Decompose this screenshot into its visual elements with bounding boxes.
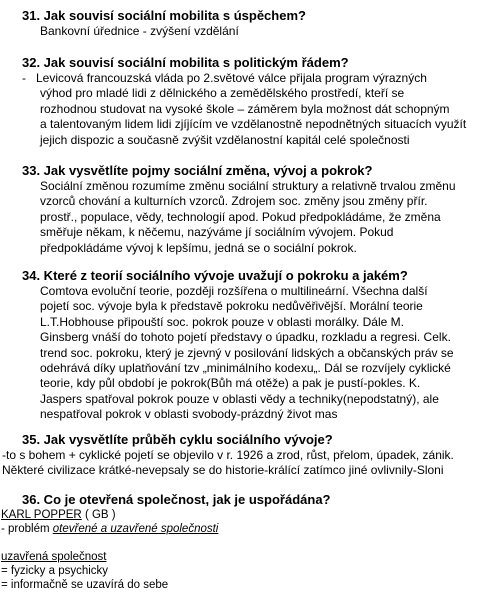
question-31 (0, 8, 496, 39)
question-heading: 33. Jak vysvětlíte pojmy sociální změna, vývoj a pokrok? (22, 163, 373, 178)
answer-line: předpokládáme vývoj k lepšímu, jedná se o sociální pokrok. (40, 240, 357, 255)
author-suffix: ( GB ) (81, 509, 116, 521)
question-heading: 32. Jak souvisí sociální mobilita s politickým řádem? (22, 55, 349, 70)
answer-line: Comtova evoluční teorie, později rozšířena o multilineární. Všechna další (40, 284, 428, 298)
question-34 (0, 268, 496, 423)
answer-text (0, 448, 496, 479)
answer-line: Sociální změnou rozumíme změnu sociální struktury a relativně trvalou změnu (40, 179, 456, 193)
answer-line: výhod pro mladé lidi z dělnického a zemědělského prostředí, kteří se (40, 86, 405, 101)
answer-text (0, 71, 496, 148)
answer-text (0, 24, 496, 39)
spacer (1, 536, 496, 550)
question-heading: 36. Co je otevřená společnost, jak je uspořádána? (22, 492, 331, 507)
answer-line: L.T.Hobhouse připouští soc. pokrok pouze v oblasti morálky. Dále M. (40, 314, 404, 329)
closed-society-item: = fyzicky a psychicky (1, 565, 109, 577)
answer-line: rozhodnou studovat na vysoké škole – záměrem byla možnost dát schopným (40, 101, 450, 116)
author-line (1, 508, 496, 522)
answer-line: odehrává díky uplatňování tzv „minimálního kodexu„. Dál se rozvíjely cyklické (40, 361, 451, 376)
answer-line: Jaspers spatřoval pokrok pouze v oblasti vědy a techniky(nepodstatný), ale (40, 391, 439, 406)
answer-line: Ginsberg vnáší do tohoto pojetí představy o úpadku, rozkladu a regresi. Celk. (40, 330, 451, 345)
answer-line: Bankovní úřednice - zvýšení vzdělání (40, 24, 239, 38)
answer-line: - Levicová francouzská vláda po 2.světové válce přijala program výrazných (22, 71, 427, 85)
problem-topic: otevřené a uzavřené společnosti (52, 523, 219, 535)
question-36 (0, 492, 496, 592)
question-heading: 34. Které z teorií sociálního vývoje uvažují o pokroku a jakém? (22, 268, 408, 283)
closed-society-title: uzavřená společnost (1, 551, 107, 563)
answer-line: Některé civilizace krátké-nevepsaly se do historie-králící zatímco jiné ovlivnily-Sloni (2, 463, 444, 478)
question-heading: 35. Jak vysvětlíte průběh cyklu sociálního vývoje? (22, 432, 333, 447)
answer-line: prostř., populace, vědy, technologií apod. Pokud předpokládáme, že změna (40, 209, 441, 224)
problem-line: - problém otevřené a uzavřené společnosti (1, 523, 219, 535)
question-32 (0, 55, 496, 148)
answer-text (0, 284, 496, 423)
answer-line: vzorců chování a kulturních vzorců. Zdrojem soc. změny jsou změny přír. (40, 194, 428, 209)
answer-line: nespatřoval pokrok v oblasti svobody-prázdný život mas (40, 407, 338, 422)
answer-line: a talentovaným lidem lidi zjíjícím ve vzdělanostně nepodnětných situacích využít (40, 117, 467, 132)
answer-line: směřuje někam, k něčemu, nazýváme jí sociálním vývojem. Pokud (40, 225, 394, 240)
answer-line: teorie, kdy půl období je pokrok(Bůh má otěže) a pak je pustí-pokles. K. (40, 376, 421, 391)
answer-line: -to s bohem + cyklické pojetí se objevilo v r. 1926 a zrod, růst, přelom, úpadek, zánik. (2, 448, 454, 462)
answer-text (0, 179, 496, 256)
closed-society-item: = informačně se uzavírá do sebe (1, 579, 169, 591)
answer-line: trend soc. pokroku, který je zjevný v posilování lidských a občanských práv se (40, 345, 454, 360)
question-35 (0, 432, 496, 479)
answer-text (0, 508, 496, 592)
author-name: KARL POPPER (1, 509, 82, 521)
question-33 (0, 163, 496, 256)
answer-line: pojetí soc. vývoje byla k představě pokroku nedůvěřivější. Morální teorie (40, 299, 423, 314)
question-heading: 31. Jak souvisí sociální mobilita s úspěchem? (22, 8, 306, 23)
answer-line: jejich dispozic a současně zvýšit vzdělanostní kapitál celé společnosti (40, 132, 410, 147)
